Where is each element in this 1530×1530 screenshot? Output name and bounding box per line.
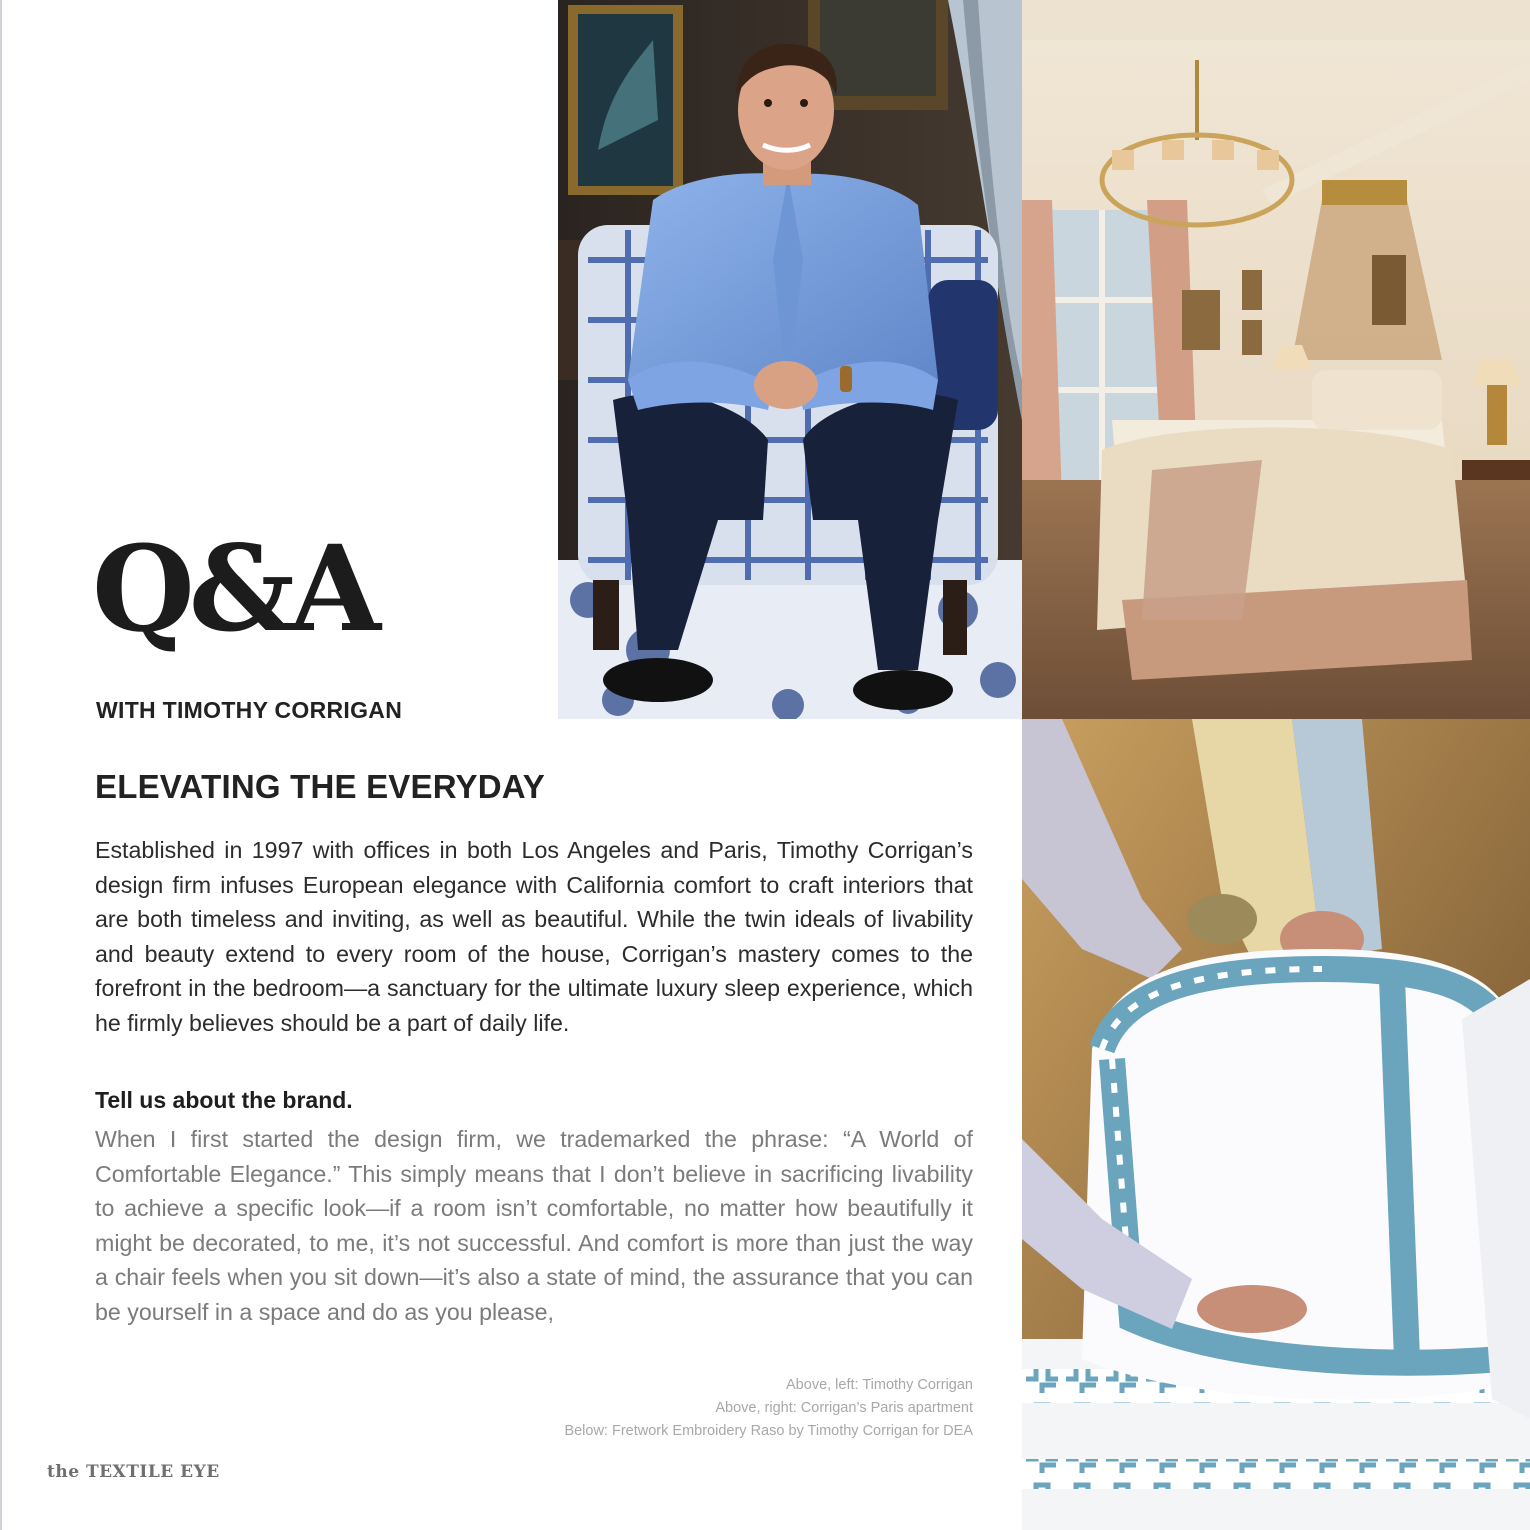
article-heading: ELEVATING THE EVERYDAY xyxy=(95,768,545,805)
caption-below: Below: Fretwork Embroidery Raso by Timothy Corrigan for DEA xyxy=(564,1423,973,1439)
caption-above-right: Above, right: Corrigan’s Paris apartment xyxy=(715,1400,973,1416)
caption-above-left: Above, left: Timothy Corrigan xyxy=(786,1377,973,1393)
page-subtitle: WITH TIMOTHY CORRIGAN xyxy=(96,697,403,723)
interview-answer: When I first started the design firm, we trademarked the phrase: “A World of Comfortable Elegance.” This simply means that I don’t believe in sacrificing livability to achieve a specific look—if a room isn’t comfortable, no matter how beautifully it might be decorated, to me, it’s not successful. And comfort is more than just the way a chair feels when you sit down—it’s also a state of mind, the assurance that you can be yourself in a space and do as you please, xyxy=(95,1126,973,1325)
publication-logo: the TEXTILE EYE xyxy=(47,1462,220,1482)
photo-captions xyxy=(453,1374,973,1443)
photo-paris-apartment-bedroom xyxy=(1022,0,1530,719)
interview-question: Tell us about the brand. xyxy=(95,1087,353,1113)
page-edge xyxy=(0,0,2,1530)
article-intro-paragraph: Established in 1997 with offices in both Los Angeles and Paris, Timothy Corrigan’s design firm infuses European elegance with California comfort to craft interiors that are both timeless and inviting, as well as beautiful. While the twin ideals of livability and beauty extend to every room of the house, Corrigan’s mastery comes to the forefront in the bedroom—a sanctuary for the ultimate luxury sleep experience, which he firmly believes should be a part of daily life. xyxy=(95,837,973,1036)
photo-timothy-corrigan-portrait xyxy=(558,0,1022,719)
photo-fretwork-embroidery-linens xyxy=(1022,719,1530,1530)
page-title: Q&A xyxy=(92,519,375,658)
